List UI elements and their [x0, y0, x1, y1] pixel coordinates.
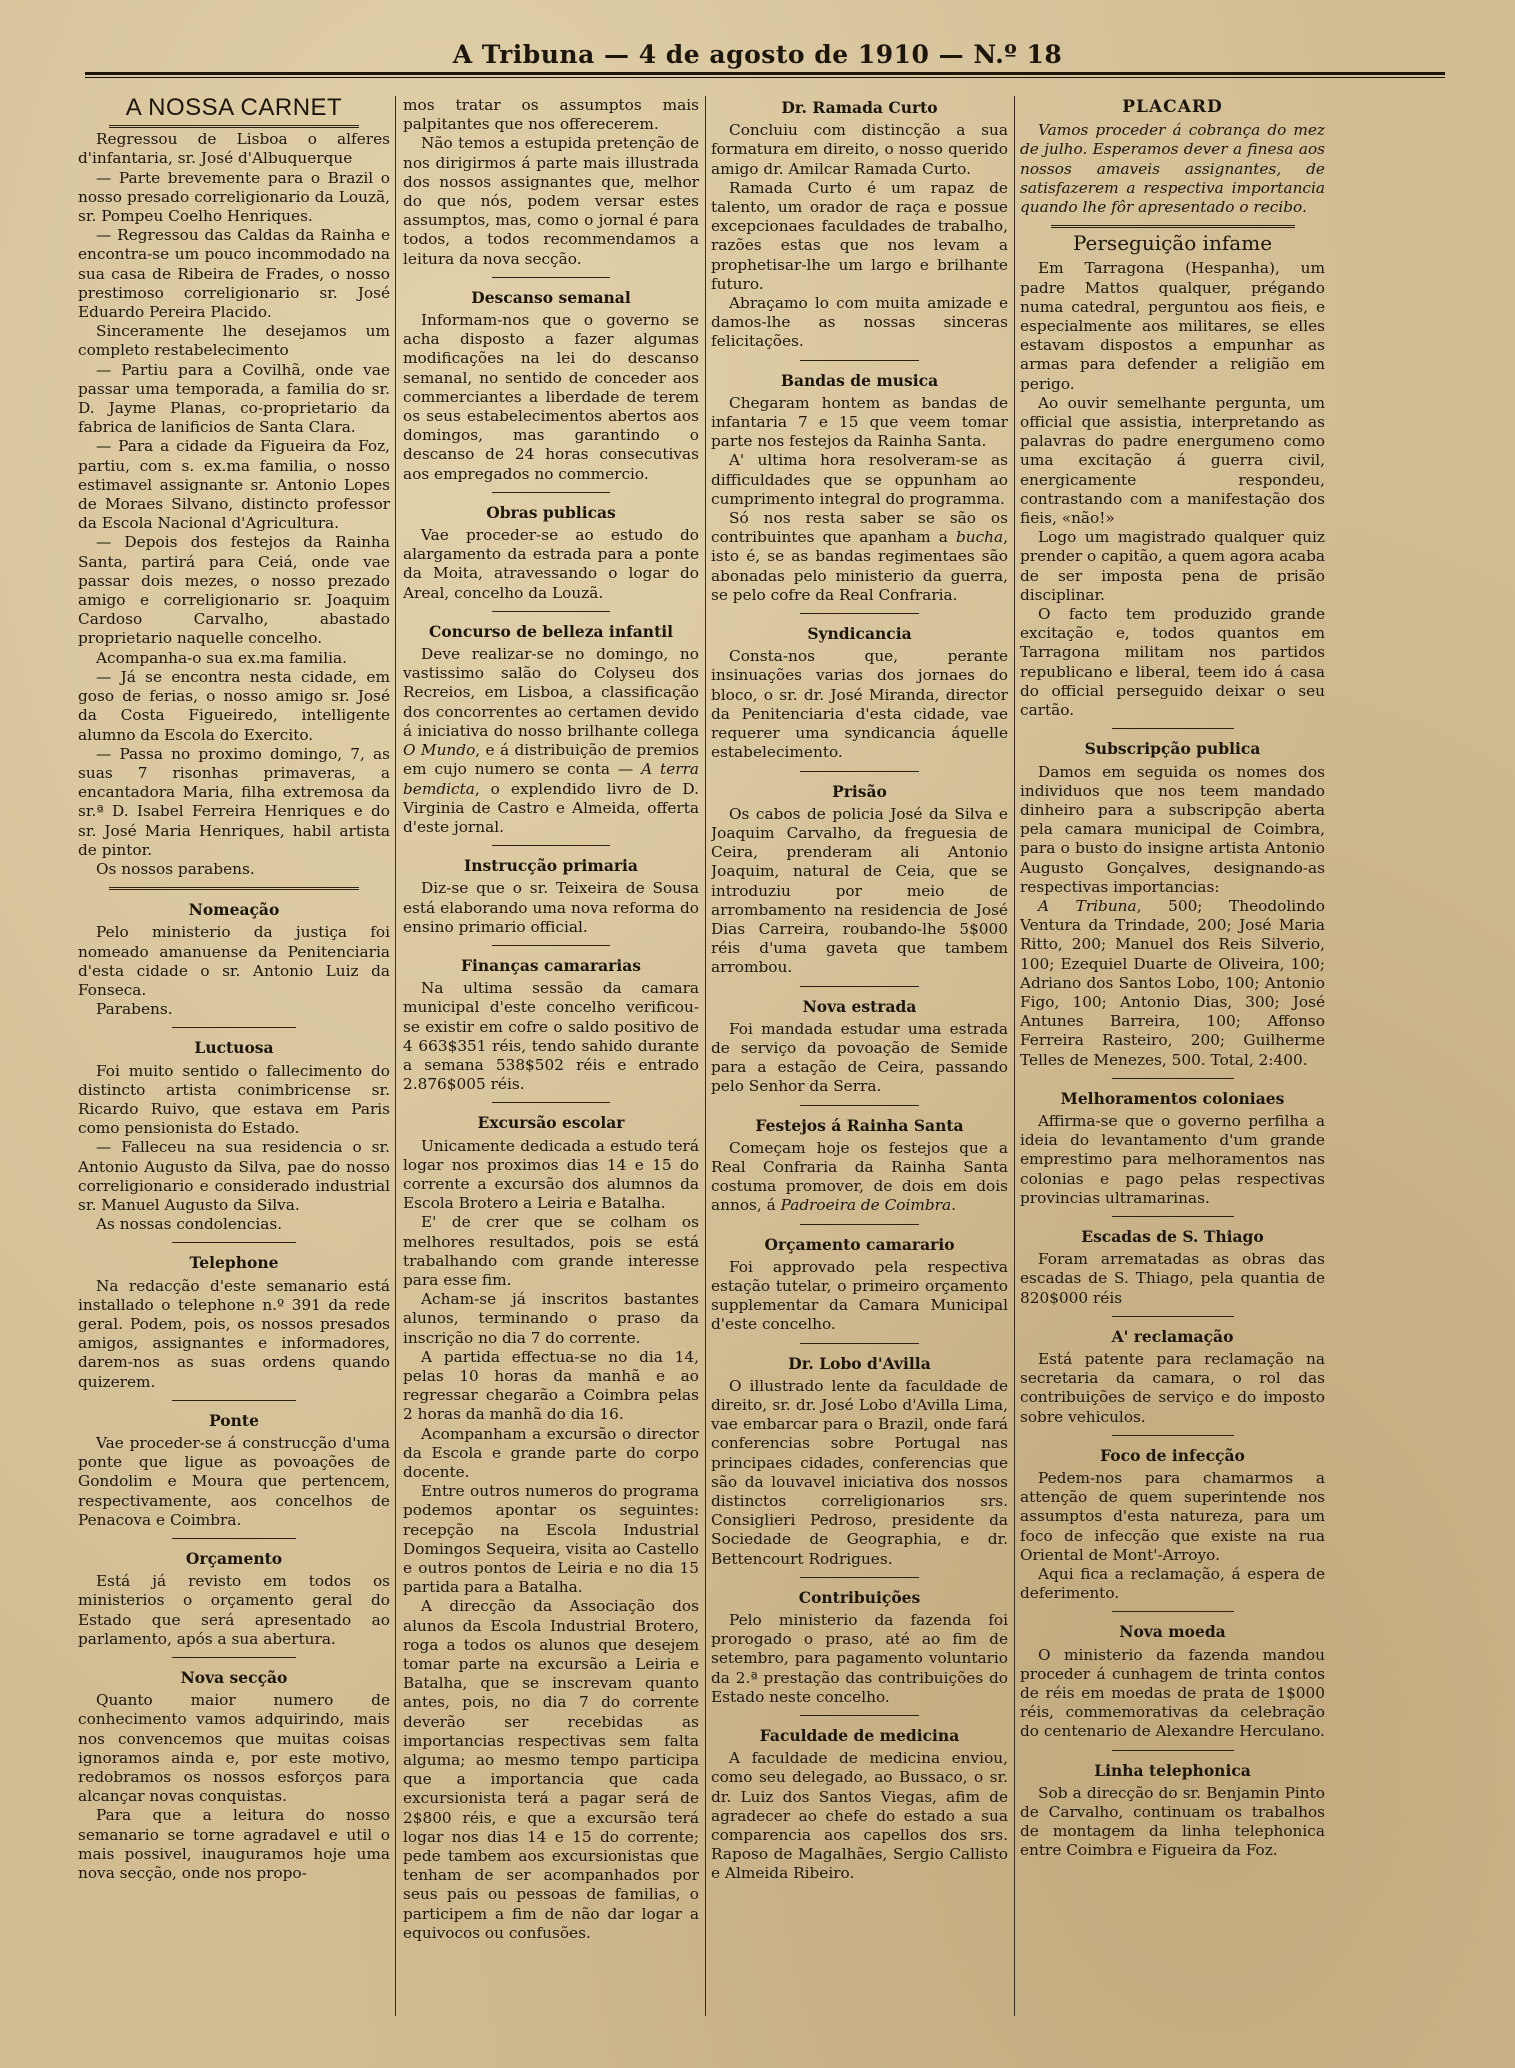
column-divider: [705, 96, 706, 2016]
perseguicao-paragraph: Ao ouvir semelhante pergunta, um official que assistia, interpretando as palavras do padre energumeno como uma excitação á guerra civil, energicamente respondeu, contrastando com a manifestação dos fieis, «não!»: [1020, 393, 1325, 528]
escadas-paragraph: Foram arrematadas as obras das escadas de S. Thiago, pela quantia de 820$000 réis: [1020, 1250, 1325, 1307]
prisao-paragraph: Os cabos de policia José da Silva e Joaquim Carvalho, da freguesia de Ceira, prenderam ali Antonio Joaquim, natural de Ceia, que se introduziu por meio de arrombamento na residencia de José Dias Carreira, roubando-lhe 5$000 réis d'uma gaveta que tambem arrombou.: [711, 804, 1008, 977]
text-run: , e á distribuição de premios em cujo numero se conta —: [403, 741, 699, 779]
carnet-paragraph: Os nossos parabens.: [96, 859, 255, 878]
separator: [800, 1577, 919, 1578]
nomeacao-paragraph: Pelo ministerio da justiça foi nomeado amanuense da Penitenciaria d'esta cidade o sr. Antonio Luiz da Fonseca.: [78, 923, 390, 999]
lobo-paragraph: O illustrado lente da faculdade de direito, sr. dr. José Lobo d'Avilla Lima, vae embarcar para o Brazil, onde fará conferencias sobre Portugal nas principaes cidades, conferencias que são da louvavel iniciativa dos nossos distinctos correligionarios srs. Consiglieri Pedroso, presidente da Sociedade de Geographia, e dr. Bettencourt Rodrigues.: [711, 1376, 1008, 1568]
column-divider: [1014, 96, 1015, 2016]
telephone-paragraph: Na redacção d'este semanario está installado o telephone n.º 391 da rede geral. Podem, pois, os nossos presados amigos, assignantes e informadores, darem-nos as suas ordens quando quizerem.: [78, 1276, 390, 1391]
orcamento-camarario-paragraph: Foi approvado pela respectiva estação tutelar, o primeiro orçamento supplementar da Camara Municipal d'este concelho.: [711, 1257, 1008, 1334]
separator: [1112, 1435, 1234, 1436]
column-2: [403, 96, 699, 2016]
contribuicoes-paragraph: Pelo ministerio da fazenda foi prorogado o praso, até ao fim de setembro, para pagamento voluntario da 2.ª prestação das contribuições do Estado neste concelho.: [711, 1611, 1008, 1706]
ponte-heading: Ponte: [209, 1410, 259, 1430]
subscripcao-paragraph: Damos em seguida os nomes dos individuos que nos teem mandado dinheiro para a subscripção aberta pela camara municipal de Coimbra, para o busto do insigne artista Antonio Augusto Gonçalves, designando-as respectivas importancias:: [1020, 762, 1325, 896]
syndicancia-heading: Syndicancia: [807, 624, 912, 644]
melhoramentos-paragraph: Affirma-se que o governo perfilha a ideia do levantamento d'um grande emprestimo para melhoramentos nas colonias e pago pelas respectivas provincias ultramarinas.: [1020, 1111, 1325, 1207]
nova-secao-heading: Nova secção: [180, 1668, 288, 1688]
separator: [492, 845, 610, 846]
placard-notice: Vamos proceder á cobrança do mez de julho. Esperamos dever a finesa aos nossos amaveis assignantes, de satisfazerem a respectiva importancia quando lhe fôr apresentado o recibo.: [1020, 121, 1325, 217]
carnet-paragraph: — Regressou das Caldas da Rainha e encontra-se um pouco incommodado na sua casa de Ribeira de Frades, o nosso prestimoso correligionario sr. José Eduardo Pereira Placido.: [78, 226, 390, 322]
carnet-paragraph: Sinceramente lhe desejamos um completo restabelecimento: [78, 322, 390, 360]
text-run: Deve realizar-se no domingo, no vastissimo salão do Colyseu dos Recreios, em Lisboa, a classificação dos concorrentes ao certamen devido á iniciativa do nosso brilhante collega: [403, 645, 699, 740]
separator: [800, 1715, 919, 1716]
foco-paragraph: Pedem-nos para chamarmos a attenção de quem superintende nos assumptos d'esta natureza, para um foco de infecção que existe na rua Oriental de Mont'-Arroyo.: [1020, 1469, 1325, 1564]
text-run: .: [951, 1196, 956, 1215]
italic-word: bucha: [955, 528, 1004, 547]
nomeacao-heading: Nomeação: [188, 900, 280, 920]
perseguicao-paragraph: Em Tarragona (Hespanha), um padre Mattos qualquer, prégando numa catedral, perguntou aos fieis, e especialmente aos militares, se elles estavam dispostos a empunhar as armas para defender a religião em perigo.: [1020, 259, 1325, 393]
festejos-paragraph: [711, 1139, 1008, 1216]
medicina-paragraph: A faculdade de medicina enviou, como seu delegado, ao Bussaco, o sr. dr. Luiz dos Santos Viegas, afim de agradecer ao chefe do estado a sua comparencia aos capellos dos srs. Raposo de Magalhães, Sergio Callisto e Almeida Ribeiro.: [711, 1749, 1008, 1883]
excursao-paragraph: E' de crer que se colham os melhores resultados, pois se está trabalhando com grande interesse para esse fim.: [403, 1213, 699, 1289]
financas-paragraph: Na ultima sessão da camara municipal d'este concelho verificou-se existir em cofre o saldo positivo de 4 663$351 réis, tendo sahido durante a semana 538$502 réis e entrado 2.876$005 réis.: [403, 979, 699, 1094]
separator: [1051, 225, 1295, 228]
newspaper-name: A Tribuna: [1038, 896, 1137, 915]
perseguicao-paragraph: O facto tem produzido grande excitação e, todos quantos em Tarragona militam nos partidos republicano e liberal, teem ido á casa do official perseguido deixar o seu cartão.: [1020, 605, 1325, 720]
carnet-paragraph: — Partiu para a Covilhã, onde vae passar uma temporada, a familia do sr. D. Jayme Planas, co-proprietario da fabrica de lanificios de Santa Clara.: [78, 360, 390, 437]
carnet-paragraph: — Parte brevemente para o Brazil o nosso presado correligionario da Louzã, sr. Pompeu Coelho Henriques.: [78, 168, 390, 226]
separator: [800, 1105, 919, 1106]
placard-heading: PLACARD: [1122, 97, 1223, 117]
separator: [492, 492, 610, 493]
carnet-heading: A NOSSA CARNET: [125, 96, 343, 121]
perseguicao-paragraph: Logo um magistrado qualquer quiz prender o capitão, a quem agora acaba de ser imposta pena de prisão disciplinar.: [1020, 528, 1325, 604]
prisao-heading: Prisão: [832, 781, 887, 801]
nomeacao-paragraph: Parabens.: [96, 1000, 173, 1019]
linha-paragraph: Sob a direcção do sr. Benjamin Pinto de Carvalho, continuam os trabalhos de montagem da linha telephonica entre Coimbra e Figueira da Foz.: [1020, 1783, 1325, 1860]
newspaper-name: O Mundo: [403, 741, 476, 760]
carnet-paragraph: — Para a cidade da Figueira da Foz, partiu, com s. ex.ma familia, o nosso estimavel assignante sr. Antonio Lopes de Moraes Silvano, distincto professor da Escola Nacional d'Agricultura.: [78, 437, 390, 533]
excursao-paragraph: Acompanham a excursão o director da Escola e grande parte do corpo docente.: [403, 1424, 699, 1481]
bandas-paragraph: [711, 509, 1008, 605]
separator: [1112, 1750, 1234, 1751]
separator: [1112, 1316, 1234, 1317]
separator: [172, 1657, 297, 1658]
curto-heading: Dr. Ramada Curto: [781, 98, 938, 117]
separator: [172, 1027, 297, 1028]
lobo-heading: Dr. Lobo d'Avilla: [788, 1353, 931, 1373]
separator: [172, 1400, 297, 1401]
financas-heading: Finanças camararias: [460, 955, 642, 975]
orcamento-heading: Orçamento: [185, 1549, 283, 1569]
carnet-paragraph: — Depois dos festejos da Rainha Santa, partirá para Ceiá, onde vae passar dois mezes, o nosso prezado amigo e correligionario sr. Joaquim Cardoso Carvalho, abastado proprietario naquelle concelho.: [78, 533, 390, 648]
festejos-heading: Festejos á Rainha Santa: [755, 1115, 964, 1135]
estrada-heading: Nova estrada: [802, 996, 917, 1016]
separator: [800, 1224, 919, 1225]
foco-paragraph: Aqui fica a reclamação, á espera de deferimento.: [1020, 1565, 1325, 1603]
bandas-heading: Bandas de musica: [780, 370, 939, 390]
excursao-paragraph: Acham-se já inscritos bastantes alunos, terminando o praso da inscrição no dia 7 do corrente.: [403, 1290, 699, 1347]
column-divider: [395, 96, 396, 2016]
nova-secao-paragraph: Para que a leitura do nosso semanario se torne agradavel e util o mais possivel, inauguramos hoje uma nova secção, onde nos propo-: [78, 1806, 390, 1883]
italic-phrase: Padroeira de Coimbra: [780, 1196, 952, 1215]
separator: [492, 945, 610, 946]
orcamento-camarario-heading: Orçamento camarario: [764, 1234, 955, 1254]
column-4: [1020, 96, 1325, 2016]
bandas-paragraph: A' ultima hora resolveram-se as difficuldades que se oppunham ao cumprimento integral do programma.: [711, 451, 1008, 508]
separator: [1112, 1611, 1234, 1612]
header-rule: [85, 72, 1445, 75]
separator: [492, 611, 610, 612]
curto-paragraph: Ramada Curto é um rapaz de talento, um orador de raça e possue excepcionaes faculdades de trabalho, razões estas que nos levam a prophetisar-lhe um largo e brilhante futuro.: [711, 178, 1008, 293]
subscripcao-list: [1020, 897, 1325, 1070]
text-run: Só nos resta saber se são os contribuintes que apanham a: [711, 509, 1008, 547]
excursao-paragraph: Entre outros numeros do programa podemos apontar os seguintes: recepção na Escola Industrial Domingos Sequeira, visita ao Castello e outros pontos de Leiria e no dia 15 partida para a Batalha.: [403, 1482, 699, 1597]
book-title: A terra bemdicta: [403, 760, 699, 798]
carnet-paragraph: Regressou de Lisboa o alferes d'infantaria, sr. José d'Albuquerque: [78, 130, 390, 168]
perseguicao-heading: Perseguição infame: [1072, 231, 1273, 256]
separator: [109, 887, 359, 890]
instrucao-heading: Instrucção primaria: [464, 856, 638, 876]
nova-secao-continued: Não temos a estupida pretenção de nos dirigirmos á parte mais illustrada dos nossos assignantes que, melhor do que nós, podem versar estes assumptos, mas, como o jornal é para todos, a todos recommendamos a leitura da nova secção.: [403, 134, 699, 268]
column-3: [711, 96, 1008, 2016]
separator: [109, 125, 359, 128]
contribuicoes-heading: Contribuições: [798, 1587, 921, 1607]
foco-heading: Foco de infecção: [1100, 1445, 1245, 1465]
obras-heading: Obras publicas: [486, 502, 616, 522]
nova-moeda-paragraph: O ministerio da fazenda mandou proceder á cunhagem de trinta contos de réis em moedas de prata de 1$000 réis, commemorativas da celebração do centenario de Alexandre Herculano.: [1020, 1645, 1325, 1741]
text-run: , 500; Theodolindo Ventura da Trindade, 200; José Maria Ritto, 200; Manuel dos Reis Silverio, 100; Ezequiel Duarte de Oliveira, 100; Adriano dos Santos Lobo, 100; Antonio Figo, 100; Antonio Dias, 300; José Antunes Barreira, 100; Affonso Ferreira Rasteiro, 200; Guilherme Telles de Menezes, 500. Total, 2:400.: [1020, 896, 1325, 1069]
descanso-heading: Descanso semanal: [471, 287, 631, 307]
nova-moeda-heading: Nova moeda: [1119, 1622, 1226, 1642]
melhoramentos-heading: Melhoramentos coloniaes: [1060, 1088, 1285, 1108]
nova-secao-continued: mos tratar os assumptos mais palpitantes que nos offerecerem.: [403, 96, 699, 134]
excursao-paragraph: Unicamente dedicada a estudo terá logar nos proximos dias 14 e 15 do corrente a excursão dos alumnos da Escola Brotero a Leiria e Batalha.: [403, 1136, 699, 1213]
carnet-paragraph: Acompanha-o sua ex.ma familia.: [96, 648, 347, 667]
descanso-paragraph: Informam-nos que o governo se acha disposto a fazer algumas modificações na lei do descanso semanal, no sentido de conceder aos commerciantes a liberdade de terem os seus estabelecimentos abertos aos domingos, mas garantindo o descanso de 24 horas consecutivas aos empregados no commercio.: [403, 311, 699, 483]
carnet-paragraph: — Já se encontra nesta cidade, em goso de ferias, o nosso amigo sr. José da Costa Figueiredo, intelligente alumno da Escola do Exercito.: [78, 667, 390, 744]
column-1: [78, 96, 390, 2016]
text-run: , o explendido livro de D. Virginia de Castro e Almeida, offerta d'este jornal.: [403, 779, 699, 836]
curto-paragraph: Abraçamo lo com muita amizade e damos-lhe as nossas sinceras felicitações.: [711, 294, 1008, 351]
reclamacao-paragraph: Está patente para reclamação na secretaria da camara, o rol das contribuições de serviço e do imposto sobre vehiculos.: [1020, 1349, 1325, 1426]
excursao-paragraph: A direcção da Associação dos alunos da Escola Industrial Brotero, roga a todos os alunos que desejem tomar parte na excursão a Leiria e Batalha, que se inscrevam quanto antes, pois, no dia 7 do corrente deverão ser recebidas as importancias respectivas sem falta alguma; ao mesmo tempo participa que a importancia que cada excursionista terá a pagar será de 2$800 réis, e que a excursão terá logar nos dias 14 e 15 do corrente; pede tambem aos excursionistas que tenham de ser acompanhados por seus pais ou pessoas de familias, o participem a fim de não dar logar a equivocos ou confusões.: [403, 1597, 699, 1942]
excursao-paragraph: A partida effectua-se no dia 14, pelas 10 horas da manhã e ao regressar chegarão a Coimbra pelas 2 horas da manhã do dia 16.: [403, 1347, 699, 1424]
separator: [1112, 728, 1234, 729]
masthead: A Tribuna — 4 de agosto de 1910 — N.º 18: [452, 40, 1063, 69]
concurso-heading: Concurso de belleza infantil: [428, 621, 674, 641]
separator: [492, 1102, 610, 1103]
ponte-paragraph: Vae proceder-se á construcção d'uma ponte que ligue as povoações de Gondolim e Moura que pertencem, respectivamente, aos concelhos de Penacova e Coimbra.: [78, 1434, 390, 1529]
telephone-heading: Telephone: [189, 1253, 279, 1273]
concurso-paragraph: [403, 645, 699, 837]
reclamacao-heading: A' reclamação: [1111, 1326, 1234, 1346]
luctuosa-heading: Luctuosa: [194, 1038, 274, 1058]
separator: [800, 613, 919, 614]
separator: [800, 1343, 919, 1344]
carnet-paragraph: — Passa no proximo domingo, 7, as suas 7 risonhas primaveras, a encantadora Maria, filha extremosa da sr.ª D. Isabel Ferreira Henriques e do sr. José Maria Henriques, habil artista de pintor.: [78, 744, 390, 859]
escadas-heading: Escadas de S. Thiago: [1081, 1226, 1264, 1246]
luctuosa-paragraph: — Falleceu na sua residencia o sr. Antonio Augusto da Silva, pae do nosso correligionario e considerado industrial sr. Manuel Augusto da Silva.: [78, 1138, 390, 1214]
orcamento-paragraph: Está já revisto em todos os ministerios o orçamento geral do Estado que será apresentado ao parlamento, após a sua abertura.: [78, 1572, 390, 1648]
luctuosa-paragraph: As nossas condolencias.: [96, 1215, 283, 1234]
separator: [172, 1538, 297, 1539]
instrucao-paragraph: Diz-se que o sr. Teixeira de Sousa está elaborando uma nova reforma do ensino primario official.: [403, 879, 699, 936]
separator: [800, 360, 919, 361]
bandas-paragraph: Chegaram hontem as bandas de infantaria 7 e 15 que veem tomar parte nos festejos da Rainha Santa.: [711, 393, 1008, 451]
separator: [800, 771, 919, 772]
linha-heading: Linha telephonica: [1094, 1760, 1251, 1780]
separator: [492, 277, 610, 278]
obras-paragraph: Vae proceder-se ao estudo do alargamento da estrada para a ponte da Moita, atravessando o logar do Areal, concelho da Louzã.: [403, 526, 699, 602]
excursao-heading: Excursão escolar: [477, 1113, 625, 1133]
text-run: Começam hoje os festejos que a Real Confraria da Rainha Santa costuma promover, de dois em dois annos, á: [711, 1138, 1008, 1215]
text-run: , isto é, se as bandas regimentaes são abonadas pelo ministerio da guerra, se pelo cofre da Real Confraria.: [711, 528, 1008, 604]
curto-paragraph: Concluiu com distincção a sua formatura em direito, o nosso querido amigo dr. Amilcar Ramada Curto.: [711, 121, 1008, 178]
separator: [1112, 1078, 1234, 1079]
header-rule-thin: [85, 77, 1445, 78]
separator: [800, 986, 919, 987]
subscripcao-heading: Subscripção publica: [1084, 739, 1261, 759]
separator: [1112, 1216, 1234, 1217]
separator: [172, 1242, 297, 1243]
luctuosa-paragraph: Foi muito sentido o fallecimento do distincto artista conimbricense sr. Ricardo Ruivo, que estava em Paris como pensionista do Estado.: [78, 1061, 390, 1138]
nova-secao-paragraph: Quanto maior numero de conhecimento vamos adquirindo, mais nos convencemos que muitas coisas ignoramos ainda e, por este motivo, redobramos os nossos esforços para alcançar novas conquistas.: [78, 1691, 390, 1806]
syndicancia-paragraph: Consta-nos que, perante insinuações varias dos jornaes do bloco, o sr. dr. José Miranda, director da Penitenciaria d'esta cidade, vae requerer uma syndicancia áquelle estabelecimento.: [711, 647, 1008, 762]
estrada-paragraph: Foi mandada estudar uma estrada de serviço da povoação de Semide para a estação de Ceira, passando pelo Senhor da Serra.: [711, 1019, 1008, 1096]
medicina-heading: Faculdade de medicina: [759, 1726, 960, 1746]
